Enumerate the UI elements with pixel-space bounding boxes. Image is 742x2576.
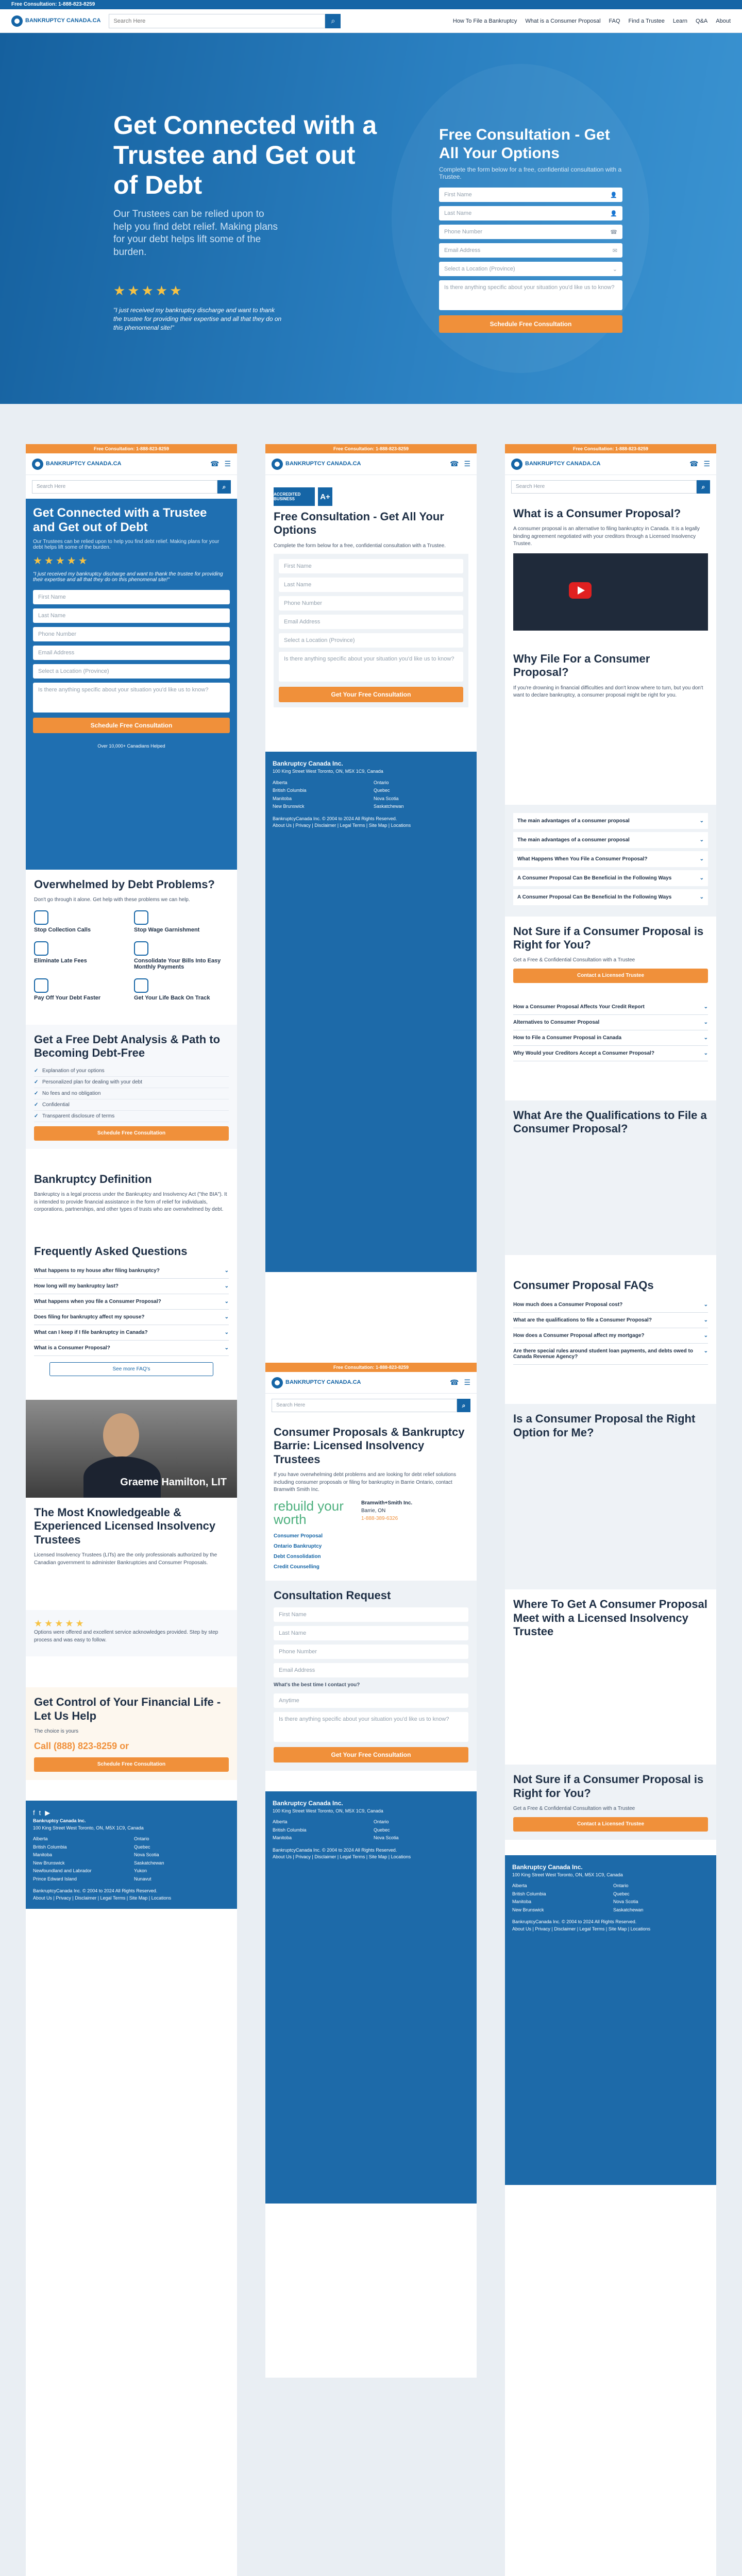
benefit-icons [34,910,229,1001]
mobile-footer [26,1801,237,1909]
mobile-header [265,453,477,475]
mobile-footer: Bankruptcy Canada Inc. 100 King Street West Toronto, ON, M5X 1C9, Canada Alberta Ontario British Columbia Quebec Manitoba Nova Scotia New Brunswick Saskatchewan BankruptcyCanada Inc. © 2004 to 2024 All Rights Reserved. About Us | Privacy | Disclaimer | Legal Terms | Site Map | Locations [265,752,477,1272]
email-field[interactable]: Email Address ✉ [439,243,622,258]
mobile-logo[interactable]: BANKRUPTCY CANADA.CA [32,459,121,470]
faq-item[interactable]: What can I keep if I file bankruptcy in Canada? ⌄ [34,1325,229,1341]
mobile-phone-strip[interactable]: Free Consultation: 1-888-823-8259 [265,444,477,453]
analysis-checklist [34,1065,229,1122]
search-icon: ⌕ [331,16,335,25]
fees-icon [34,941,48,956]
control-section [26,1687,237,1780]
definition-text: Bankruptcy is a legal process under the Bankruptcy and Insolvency Act ("the BIA"). It is intended to provide financial assistance in the form of relief for individuals, corporations, partnerships, and other types of trusts who are overwhelmed by debt. [34,1192,227,1213]
hero-intro: Our Trustees can be relied upon to help you find debt relief. Making plans for your debt helps lift some of the burden. [113,209,278,258]
control-title: Get Control of Your Financial Life - Let Us Help [34,1696,221,1722]
call-link[interactable]: Call (888) 823-8259 or [34,1741,129,1752]
mobile-hero-title: Get Connected with a Trustee and Get out of Debt [33,506,207,534]
see-more-faq-button[interactable]: See more FAQ's [49,1362,213,1376]
message-textarea[interactable]: Is there anything specific about your situation you'd like us to know? [33,683,230,713]
definition-title: Bankruptcy Definition [34,1172,152,1185]
youtube-icon[interactable]: ▶ [45,1808,50,1817]
footer-copyright: BankruptcyCanada Inc. © 2004 to 2024 All Rights Reserved. [33,1888,158,1893]
mobile-hero-intro: Our Trustees can be relied upon to help you find debt relief. Making plans for your debt helps lift some of the burden. [33,539,220,550]
search-icon[interactable]: ⌕ [217,480,231,494]
form-subtitle: Complete the form below for a free, confidential consultation with a Trustee. [439,166,622,180]
where-section: Where To Get A Consumer Proposal Meet with a Licensed Insolvency Trustee [513,1598,707,1638]
logo-text: BANKRUPTCY CANADA.CA [25,17,101,24]
main-header [0,9,742,33]
faq-section [26,1236,237,1384]
payment-icon [34,978,48,993]
mobile-home-page [26,444,237,2576]
hero-title: Get Connected with a Trustee and Get out of Debt [113,111,377,199]
email-field[interactable]: Email Address [279,615,463,629]
service-links: Consumer Proposal Ontario Bankruptcy Debt Consolidation Credit Counselling [274,1533,323,1570]
first-name-field[interactable]: First Name [33,590,230,604]
faq-item[interactable]: Does filing for bankruptcy affect my spouse? ⌄ [34,1310,229,1325]
top-phone-strip [0,0,742,9]
faq-item[interactable]: What is a Consumer Proposal? ⌄ [34,1341,229,1356]
right-option-section: Is a Consumer Proposal the Right Option for Me? [505,1404,716,1589]
message-textarea[interactable]: Is there anything specific about your situation you'd like us to know? [279,652,463,682]
what-section: What is a Consumer Proposal? A consumer proposal is an alternative to filing bankruptcy in Canada. It is a legally binding agreement negotiated with your creditors through a Licensed Insolvency Trustee. [505,499,716,644]
time-select[interactable]: Anytime [274,1693,468,1708]
mobile-barrie-page: Free Consultation: 1-888-823-8259 BANKRUPTCY CANADA.CA ☎ ☰ Search Here ⌕ Consumer Proposals & Bankruptcy Barrie: Licensed Insolvency Trustees If you have overwhelming debt problems and are looking for debt relief solutions including consumer proposals or filing for bankruptcy in Barrie Ontario, contact Bramwith Smith Inc. rebuild your worth Bramwith+Smith Inc. Barrie, ON 1-888-389-6326 Consumer Proposal Ontario Bankruptcy Debt Consolidation Credit Counselling Consultation Request First Name Last Name Phone Number Email Address What's the best time I contact you? Anytime Is there anything specific about your situation you'd like us to know? Get Your Free Consultation Bankruptcy Canada Inc. 100 King Street West Toronto, ON, M5X 1C9, Canada Alberta Ontario British Columbia Quebec Manitoba Nova Scotia BankruptcyCanada Inc. © 2004 to 2024 All Rights Reserved. About Us | Privacy | Disclaimer | Legal Terms | Site Map | Locations [265,1363,477,2378]
phone-icon[interactable]: ☎ [449,460,459,468]
trustees-title: The Most Knowledgeable & Experienced Licensed Insolvency Trustees [34,1505,216,1546]
search-icon: ⌕ [697,480,710,494]
review-section [26,1610,237,1656]
mobile-testimonial: "I just received my bankruptcy discharge and want to thank the trustee for providing their expertise and all that they do on this phenomenal site!" [33,571,223,583]
nav-how-to-file[interactable]: How To File a Bankruptcy [452,18,517,24]
mail-icon: ✉ [612,247,617,254]
control-button[interactable]: Schedule Free Consultation [34,1757,229,1772]
phone-icon[interactable]: ☎ [449,1378,459,1386]
first-name-field[interactable]: First Name 👤 [439,188,622,202]
proposal-faq: Consumer Proposal FAQs How much does a Consumer Proposal cost? ⌄ What are the qualifications to file a Consumer Proposal? ⌄ How does a Consumer Proposal affect my mortgage? ⌄ Are there special rules around student loan payments, and debts owed to Canada Revenue Agency? ⌄ [505,1270,716,1373]
not-sure-section-2: Not Sure if a Consumer Proposal is Right for You? Get a Free & Confidential Consultation with a Trustee Contact a Licensed Trustee [505,1765,716,1839]
phone-label[interactable]: Free Consultation: 1-888-823-8259 [11,2,95,7]
benefit-consolidate: Consolidate Your Bills Into Easy Monthly Payments [134,941,229,970]
list-item: ✓ No fees and no obligation [34,1088,229,1099]
consultation-form [439,126,622,333]
rating-stars: ★★★★★ [33,555,90,567]
footer-provinces: Alberta Ontario British Columbia Quebec Manitoba Nova Scotia New Brunswick Saskatchewan Newfoundland and Labrador Yukon Prince Edward Island Nunavut [33,1836,164,1882]
mobile-consultation-page [265,444,477,1371]
schedule-consultation-button[interactable]: Schedule Free Consultation [33,718,230,733]
first-name-field[interactable]: First Name [279,559,463,573]
nav-learn[interactable]: Learn [672,18,688,24]
get-consultation-button[interactable]: Get Your Free Consultation [279,687,463,702]
review-text: Options were offered and excellent service acknowledges provided. Step by step process and was easy to follow. [34,1630,218,1643]
footer-links[interactable]: About Us | Privacy | Disclaimer | Legal Terms | Site Map | Locations [33,1895,172,1901]
control-subtitle: The choice is yours [34,1728,79,1734]
analysis-button[interactable]: Schedule Free Consultation [34,1126,229,1141]
form-title: Free Consultation - Get All Your Options [439,126,610,162]
barrie-text: If you have overwhelming debt problems and are looking for debt relief solutions including consumer proposals or filing for bankruptcy in Barrie Ontario, contact Bramwith Smith Inc. [274,1472,457,1493]
user-icon: 👤 [610,192,617,198]
nav-find-trustee[interactable]: Find a Trustee [628,18,665,24]
nav-qa[interactable]: Q&A [696,18,708,24]
mobile-logo[interactable]: BANKRUPTCY CANADA.CA [272,459,361,470]
mobile-search[interactable]: Search Here ⌕ [32,480,231,494]
hamburger-icon[interactable]: ☰ [224,460,231,468]
firm-logo: rebuild your worth [274,1498,344,1527]
phone-field[interactable]: Phone Number ☎ [439,225,622,239]
message-textarea[interactable]: Is there anything specific about your situation you'd like us to know? [439,280,622,310]
phone-field[interactable]: Phone Number [279,596,463,611]
trustee-photo [26,1400,237,1498]
last-name-field[interactable]: Last Name 👤 [439,206,622,221]
debt-problems-section [26,870,237,1009]
wage-icon [134,910,148,925]
province-select[interactable]: Select a Location (Province) [33,664,230,679]
bbb-badge: ACCREDITED BUSINESS A+ [274,487,468,506]
search-button[interactable] [325,14,341,28]
list-item: ✓ Transparent disclosure of terms [34,1111,229,1122]
mobile-phone-strip[interactable]: Free Consultation: 1-888-823-8259 [26,444,237,453]
trustees-text: Licensed Insolvency Trustees (LITs) are the only professionals authorized by the Canadian government to administer Bankruptcies and Consumer Proposals. [34,1552,217,1566]
phone-icon[interactable]: ☎ [689,460,699,468]
benefit-life-back: Get Your Life Back On Track [134,978,229,1001]
video-player[interactable] [513,553,708,631]
twitter-icon[interactable]: t [39,1808,41,1817]
nav-faq[interactable]: FAQ [609,18,620,24]
faq-item[interactable]: How long will my bankruptcy last? ⌄ [34,1279,229,1294]
mobile-footer: Bankruptcy Canada Inc. 100 King Street West Toronto, ON, M5X 1C9, Canada Alberta Ontario British Columbia Quebec Manitoba Nova Scotia New Brunswick Saskatchewan BankruptcyCanada Inc. © 2004 to 2024 All Rights Reserved. About Us | Privacy | Disclaimer | Legal Terms | Site Map | Locations [505,1855,716,2185]
analysis-title: Get a Free Debt Analysis & Path to Becoming Debt-Free [34,1032,221,1060]
footer-address: 100 King Street West Toronto, ON, M5X 1C9, Canada [33,1825,144,1831]
debt-title: Overwhelmed by Debt Problems? [34,878,215,891]
hamburger-icon[interactable]: ☰ [464,460,470,468]
benefit-stop-garnishment: Stop Wage Garnishment [134,910,229,933]
nav-about[interactable]: About [716,18,731,24]
faq-item[interactable]: What happens to my house after filing bankruptcy? ⌄ [34,1263,229,1279]
benefit-stop-calls: Stop Collection Calls [34,910,129,933]
phone-icon[interactable]: ☎ [210,460,220,468]
benefit-late-fees: Eliminate Late Fees [34,941,129,970]
phone-icon: ☎ [610,229,617,235]
qualifications-section: What Are the Qualifications to File a Consumer Proposal? [505,1100,716,1255]
debt-analysis-section [26,1025,237,1149]
hero-testimonial: "I just received my bankruptcy discharge and want to thank the trustee for providing their expertise and all that they do on this phenomenal site!" [113,307,282,331]
firm-card: rebuild your worth Bramwith+Smith Inc. Barrie, ON 1-888-389-6326 [274,1498,413,1527]
nav-consumer-proposal[interactable]: What is a Consumer Proposal [525,18,601,24]
consult-form-section [265,475,477,716]
form-subtitle: Complete the form below for a free, confidential consultation with a Trustee. [274,543,446,549]
credit-accordion: How a Consumer Proposal Affects Your Credit Report ⌄ Alternatives to Consumer Proposal ⌄ How to File a Consumer Proposal in Canada ⌄ Why Would your Creditors Accept a Consumer Proposal? ⌄ [505,991,716,1070]
hero-section [0,33,742,404]
why-section: Why File For a Consumer Proposal? If you're drowning in financial difficulties and don't know where to turn, but you don't want to declare bankruptcy, a consumer proposal might be right for you. [513,652,703,699]
schedule-consultation-button[interactable]: Schedule Free Consultation [439,315,622,333]
list-item: ✓ Explanation of your options [34,1065,229,1077]
hamburger-icon[interactable]: ☰ [703,460,710,468]
main-nav [453,18,731,24]
footer-company: Bankruptcy Canada Inc. [33,1818,86,1823]
logo-icon [32,459,43,470]
hamburger-icon[interactable]: ☰ [464,1378,470,1386]
logo-icon [11,15,23,27]
definition-section [26,1164,237,1226]
bills-icon [134,941,148,956]
trustees-section [26,1498,237,1579]
last-name-field[interactable]: Last Name [279,578,463,592]
site-logo[interactable] [11,15,100,27]
province-select[interactable]: Select a Location (Province) [279,633,463,648]
benefit-pay-faster: Pay Off Your Debt Faster [34,978,129,1001]
search-icon: ⌕ [457,1399,470,1412]
last-name-field[interactable]: Last Name [33,608,230,623]
request-title: Consultation Request [274,1588,391,1602]
phone-icon [34,910,48,925]
facebook-icon[interactable]: f [33,1808,35,1817]
consultation-request: Consultation Request First Name Last Name Phone Number Email Address What's the best time I contact you? Anytime Is there anything specific about your situation you'd like us to know? Get Your Free Consultation [265,1581,477,1771]
barrie-intro [265,1417,477,1581]
mobile-hero [26,499,237,870]
search-input[interactable] [109,14,325,28]
province-select[interactable]: Select a Location (Province) ⌄ [439,262,622,276]
advantages-accordion: The main advantages of a consumer proposal ⌄ The main advantages of a consumer proposal ⌄ What Happens When You File a Consumer Proposal? ⌄ A Consumer Proposal Can Be Beneficial in the Following Ways ⌄ A Consumer Proposal Can Be Beneficial In the Following Ways ⌄ [505,805,716,917]
not-sure-section: Not Sure if a Consumer Proposal is Right for You? Get a Free & Confidential Consultation with a Trustee Contact a Licensed Trustee [505,917,716,991]
mobile-proposal-page: Free Consultation: 1-888-823-8259 BANKRUPTCY CANADA.CA ☎ ☰ Search Here ⌕ What is a Consumer Proposal? A consumer proposal is an alternative to filing bankruptcy in Canada. It is a legally binding agreement negotiated with your creditors through a Licensed Insolvency Trustee. Why File For a Consumer Proposal? If you're drowning in financial difficulties and don't know where to turn, but you don't want to declare bankruptcy, a consumer proposal might be right for you. The main advantages of a consumer proposal ⌄ The main advantages of a consumer proposal ⌄ What Happens When You File a Consumer Proposal? ⌄ A Consumer Proposal Can Be Beneficial in the Following Ways ⌄ A Consumer Proposal Can Be Beneficial In the Following Ways ⌄ Not Sure if a Consumer Proposal is Right for You? Get a Free & Confidential Consultation with a Trustee Contact a Licensed Trustee How a Consumer Proposal Affects Your Credit Report ⌄ Alternatives to Consumer Proposal ⌄ How to File a Consumer Proposal in Canada ⌄ Why Would your Creditors Accept a Consumer Proposal? ⌄ What Are the Qualifications to File a Consumer Proposal? Consumer Proposal FAQs How much does a Consumer Proposal cost? ⌄ What are the qualifications to file a Consumer Proposal? ⌄ How does a Consumer Proposal affect my mortgage? ⌄ Are there special rules around student loan payments, and debts owed to Canada Revenue Agency? ⌄ Is a Consumer Proposal the Right Option for Me? Where To Get A Consumer Proposal Meet with a Licensed Insolvency Trustee Not Sure if a Consumer Proposal is Right for You? Get a Free & Confidential Consultation with a Trustee Contact a Licensed Trustee Bankruptcy Canada Inc. 100 King Street West Toronto, ON, M5X 1C9, Canada Alberta Ontario British Columbia Quebec Manitoba Nova Scotia New Brunswick Saskatchewan BankruptcyCanada Inc. © 2004 to 2024 All Rights Reserved. About Us | Privacy | Disclaimer | Legal Terms | Site Map | Locations [505,444,716,2576]
list-item: ✓ Confidential [34,1099,229,1111]
barrie-title: Consumer Proposals & Bankruptcy Barrie: Licensed Insolvency Trustees [274,1426,465,1466]
faq-title: Frequently Asked Questions [34,1244,188,1258]
mobile-header [26,453,237,475]
faq-list [34,1263,229,1356]
trustee-name: Graeme Hamilton, LIT [120,1476,227,1488]
phone-field[interactable]: Phone Number [33,627,230,641]
chevron-down-icon: ⌄ [612,266,617,273]
faq-item[interactable]: What happens when you file a Consumer Proposal? ⌄ [34,1294,229,1310]
stats-text: Over 10,000+ Canadians Helped [97,743,165,749]
debt-text: Don't go through it alone. Get help with these problems we can help. [34,897,190,903]
user-icon: 👤 [610,210,617,217]
track-icon [134,978,148,993]
email-field[interactable]: Email Address [33,646,230,660]
rating-stars: ★★★★★ [34,1618,86,1629]
form-title: Free Consultation - Get All Your Options [274,510,444,537]
rating-stars: ★★★★★ [113,283,184,298]
mobile-footer: Bankruptcy Canada Inc. 100 King Street West Toronto, ON, M5X 1C9, Canada Alberta Ontario British Columbia Quebec Manitoba Nova Scotia BankruptcyCanada Inc. © 2004 to 2024 All Rights Reserved. About Us | Privacy | Disclaimer | Legal Terms | Site Map | Locations [265,1791,477,2204]
list-item: ✓ Personalized plan for dealing with your debt [34,1077,229,1088]
